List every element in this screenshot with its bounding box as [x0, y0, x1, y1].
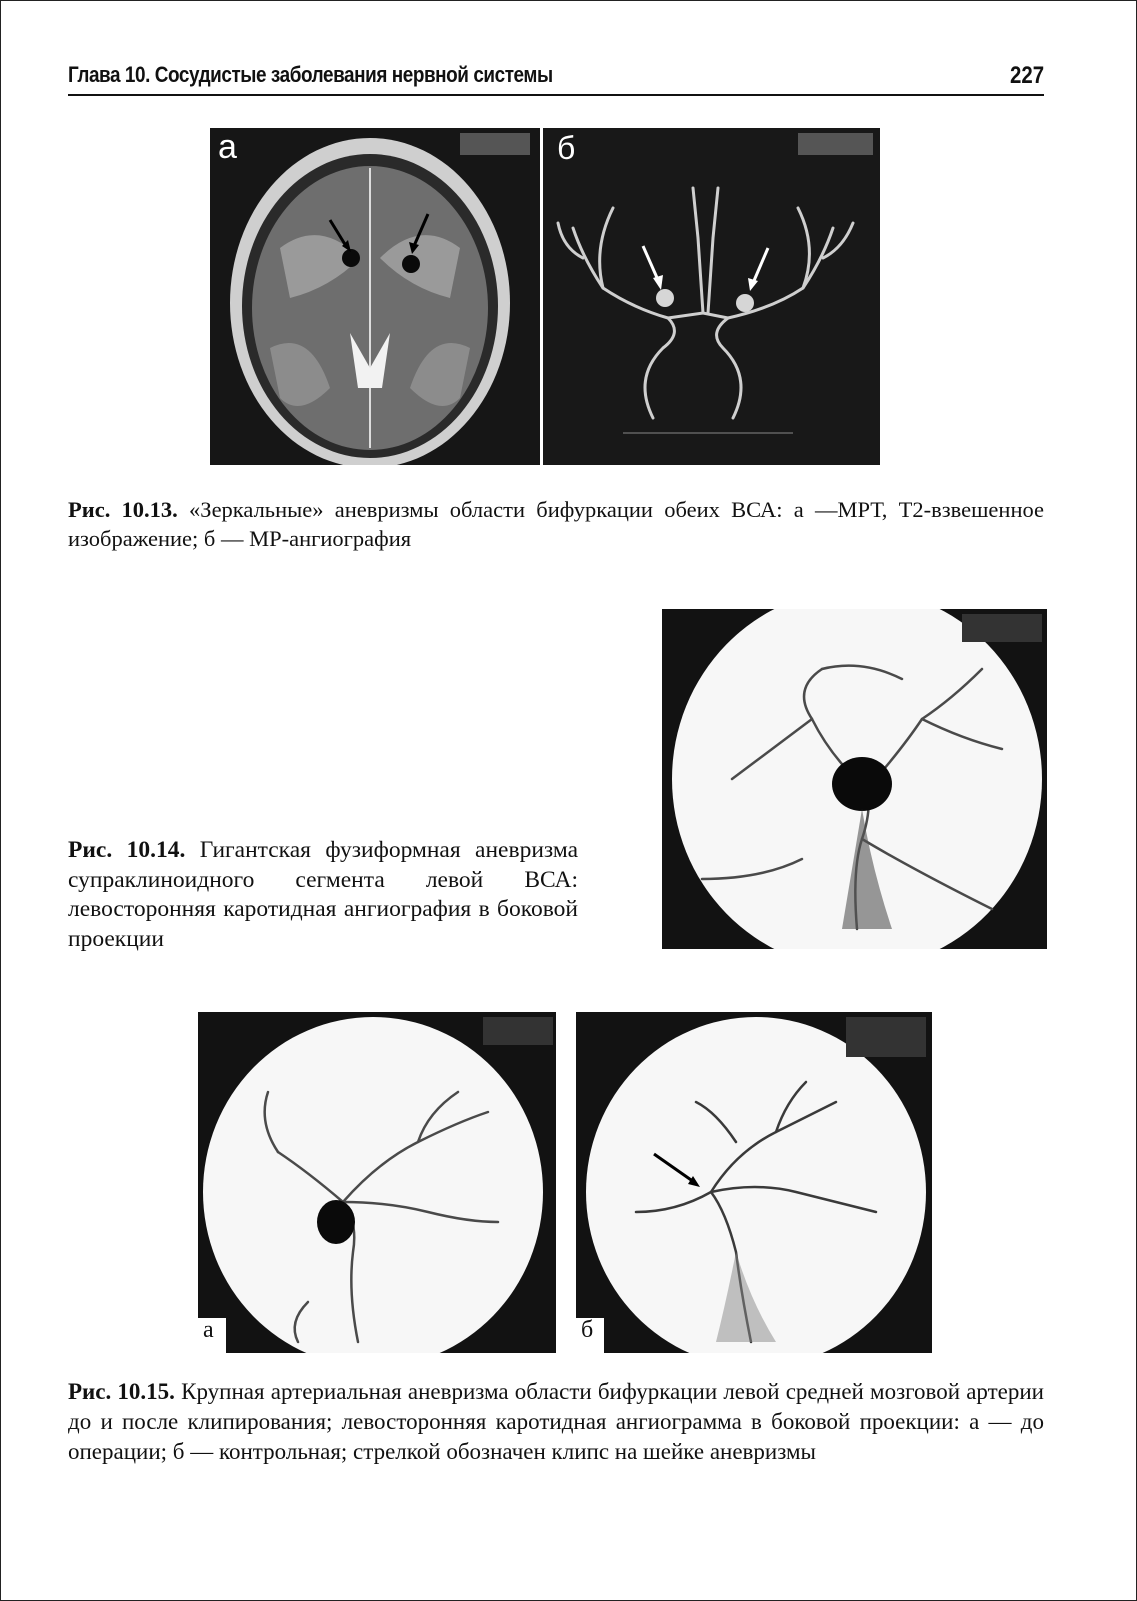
fig13-number: Рис. 10.13. [68, 497, 178, 522]
fig13-caption-text: «Зеркальные» аневризмы области бифуркации обеих ВСА: а —МРТ, Т2-взвешенное изображение; б — МР-ангиография [68, 497, 1044, 551]
page-number: 227 [1009, 62, 1044, 89]
fig13-label-b: б [557, 130, 576, 166]
fig14-angiogram-image [662, 609, 1047, 949]
fig15-number: Рис. 10.15. [68, 1379, 175, 1404]
fig13-mri-image [210, 128, 540, 465]
fig15-caption-text: Крупная артериальная аневризма области бифуркации левой средней мозговой артерии до и после клипирования; левосторонняя каротидная ангиограмма в боковой проекции: а — до операции; б — контрольная; стрелкой обозначен клипс на шейке аневризмы [68, 1379, 1044, 1464]
fig14-number: Рис. 10.14. [68, 837, 186, 863]
fig15-label-a: а [203, 1317, 214, 1343]
fig15-angiogram-after-image [576, 1012, 932, 1353]
fig13-caption [68, 495, 1044, 553]
fig15-angiogram-before-image [198, 1012, 556, 1353]
fig13-mra-image [543, 128, 880, 465]
fig14-caption-text: Гигантская фузиформная аневризма супраклиноидного сегмента левой ВСА: левосторонняя каротидная ангиография в боковой проекции [68, 837, 579, 952]
fig15-caption [68, 1377, 1044, 1467]
fig15-label-b: б [581, 1317, 594, 1343]
fig13-label-a: а [218, 128, 237, 166]
fig14-caption [68, 836, 578, 954]
running-head [68, 60, 1044, 96]
chapter-title: Глава 10. Сосудистые заболевания нервной системы [68, 62, 553, 87]
